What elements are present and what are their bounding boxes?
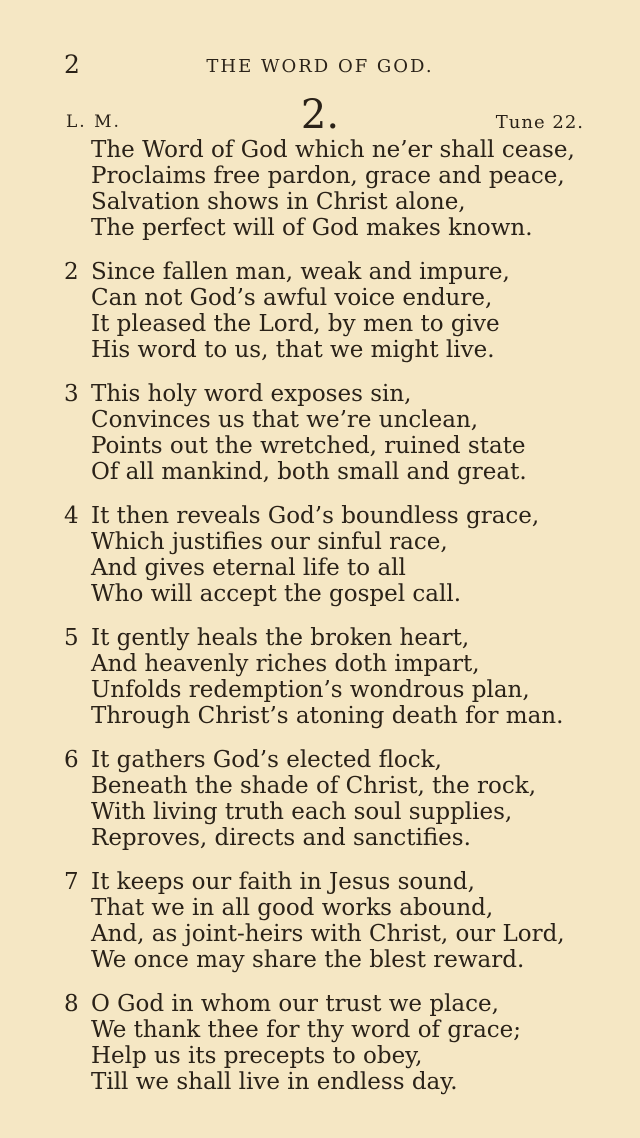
verse-lines xyxy=(91,503,539,607)
verse xyxy=(0,503,640,625)
verse-line: Which justifies our sinful race, xyxy=(91,529,448,555)
verse-lines xyxy=(91,991,521,1095)
verse-line: Unfolds redemption’s wondrous plan, xyxy=(91,677,530,703)
verse xyxy=(0,381,640,503)
verse xyxy=(0,869,640,991)
verse-line: Since fallen man, weak and impure, xyxy=(91,259,510,285)
verse-number: 3 xyxy=(64,381,79,407)
verse-line: And heavenly riches doth impart, xyxy=(91,651,480,677)
verse-line: Proclaims free pardon, grace and peace, xyxy=(91,163,565,189)
verse-number: 6 xyxy=(64,747,79,773)
verse-line: Convinces us that we’re unclean, xyxy=(91,407,479,433)
verse-line: The perfect will of God makes known. xyxy=(91,215,533,241)
hymn-tune: Tune 22. xyxy=(495,112,584,133)
verse xyxy=(0,137,640,259)
running-head: THE WORD OF GOD. xyxy=(206,56,434,77)
verse-line: Help us its precepts to obey, xyxy=(91,1043,423,1069)
verse-line: And, as joint-heirs with Christ, our Lord, xyxy=(91,921,565,947)
verse-lines xyxy=(91,747,536,851)
verse-lines xyxy=(91,869,565,973)
verse xyxy=(0,259,640,381)
verse-line: It pleased the Lord, by men to give xyxy=(91,311,500,337)
verse-line: It gathers God’s elected flock, xyxy=(91,747,442,773)
verse-line: The Word of God which ne’er shall cease, xyxy=(91,137,575,163)
verse-lines xyxy=(91,625,563,729)
hymn-number: 2. xyxy=(300,92,340,138)
hymn-meter: L. M. xyxy=(66,112,121,132)
verse xyxy=(0,991,640,1113)
verse-line: It keeps our faith in Jesus sound, xyxy=(91,869,475,895)
verse-line: It then reveals God’s boundless grace, xyxy=(91,503,540,529)
verse-line: It gently heals the broken heart, xyxy=(91,625,470,651)
verse-line: Till we shall live in endless day. xyxy=(91,1069,458,1095)
verse-line: That we in all good works abound, xyxy=(91,895,494,921)
verse-line: Of all mankind, both small and great. xyxy=(91,459,527,485)
verse-line: We once may share the blest reward. xyxy=(91,947,525,973)
verse-line: Reproves, directs and sanctifies. xyxy=(91,825,471,851)
verse-line: With living truth each soul supplies, xyxy=(91,799,513,825)
verse-line: Beneath the shade of Christ, the rock, xyxy=(91,773,537,799)
hymn-verses xyxy=(0,137,640,1113)
verse-number: 4 xyxy=(64,503,79,529)
verse-line: Who will accept the gospel call. xyxy=(91,581,462,607)
verse xyxy=(0,625,640,747)
verse-lines xyxy=(91,259,510,363)
page-number: 2 xyxy=(64,50,80,79)
verse-line: O God in whom our trust we place, xyxy=(91,991,499,1017)
verse-line: This holy word exposes sin, xyxy=(91,381,412,407)
verse-line: Points out the wretched, ruined state xyxy=(91,433,526,459)
verse-number: 7 xyxy=(64,869,79,895)
verse-line: His word to us, that we might live. xyxy=(91,337,495,363)
verse xyxy=(0,747,640,869)
verse-line: And gives eternal life to all xyxy=(91,555,406,581)
verse-line: We thank thee for thy word of grace; xyxy=(91,1017,522,1043)
verse-number: 8 xyxy=(64,991,79,1017)
verse-lines xyxy=(91,381,527,485)
verse-line: Salvation shows in Christ alone, xyxy=(91,189,466,215)
verse-line: Through Christ’s atoning death for man. xyxy=(91,703,564,729)
verse-line: Can not God’s awful voice endure, xyxy=(91,285,493,311)
verse-lines xyxy=(91,137,575,241)
verse-number: 5 xyxy=(64,625,79,651)
verse-number: 2 xyxy=(64,259,79,285)
